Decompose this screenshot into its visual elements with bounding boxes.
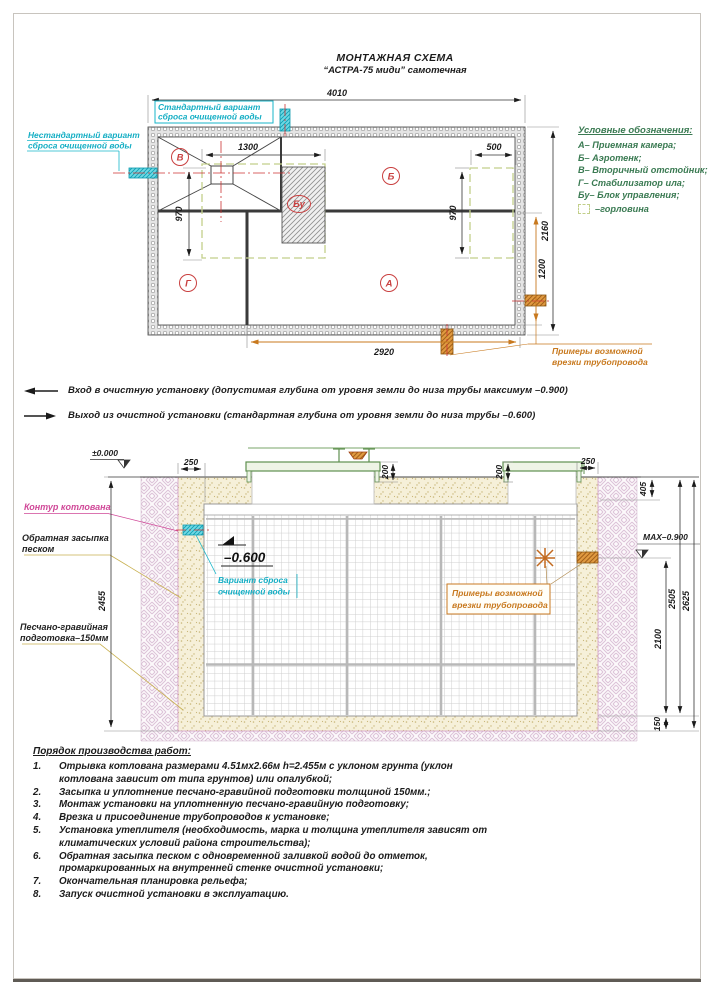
dim-neck-width: 500 xyxy=(486,142,502,152)
worklist xyxy=(33,746,533,902)
title-line1: МОНТАЖНАЯ СХЕМА xyxy=(336,52,454,64)
plan-pipe-examples-note xyxy=(450,306,652,367)
section-level-zero xyxy=(90,448,130,468)
worklist-text: Врезка и присоединение трубопроводов к установке; xyxy=(59,812,330,824)
dim-overall-height: 2160 xyxy=(540,220,550,242)
plan-pipe-examples-line2: врезки трубопровода xyxy=(552,357,648,367)
worklist-text: Монтаж установки на уплотненную песчано-гравийную подготовку; xyxy=(59,799,410,811)
dim-cover-right: 200 xyxy=(494,464,504,480)
level-max: MAX–0.900 xyxy=(643,532,688,542)
discharge-standard-line1: Стандартный вариант xyxy=(158,102,261,112)
legend-title: Условные обозначения: xyxy=(578,125,693,136)
dim-top: 405 xyxy=(638,481,648,497)
label-compartment-a: А xyxy=(385,278,393,290)
worklist-number: 6. xyxy=(33,850,42,862)
worklist-text: Установка утеплителя (необходимость, марка и толщина утеплителя зависят от климатических условий района строительства); xyxy=(59,824,488,849)
plan-hopper xyxy=(158,137,281,211)
worklist-number: 2. xyxy=(33,786,42,798)
dim-total-2: 2625 xyxy=(681,590,691,612)
plan-inner-walls xyxy=(158,137,515,325)
discharge-nonstandard-line2: сброса очищенной воды xyxy=(28,140,132,151)
worklist-item xyxy=(33,876,533,889)
worklist-text: Засыпка и уплотнение песчано-гравийной подготовки толщиной 150мм.; xyxy=(59,786,431,798)
legend-item-g: Г– Стабилизатор ила; xyxy=(578,177,685,188)
worklist-item xyxy=(33,889,533,902)
legend-neck-label: –горловина xyxy=(595,203,649,214)
outlet-note-text: Выход из очистной установки (стандартная глубина от уровня земли до низа трубы –0.600) xyxy=(68,410,536,421)
plan-pipes xyxy=(129,109,546,354)
worklist-item xyxy=(33,825,533,851)
plan-view xyxy=(27,88,652,367)
discharge-variant-line2: очищенной воды xyxy=(218,586,290,597)
section-pipe-examples-line2: врезки трубопровода xyxy=(452,600,548,610)
worklist-number: 3. xyxy=(33,799,42,811)
worklist-number: 1. xyxy=(33,761,42,772)
inlet-note xyxy=(22,385,568,396)
pit-contour-text: Контур котлована xyxy=(24,502,111,512)
worklist-item xyxy=(33,787,533,800)
discharge-variant-line1: Вариант сброса xyxy=(218,575,288,585)
worklist-item xyxy=(33,812,533,825)
dim-overall-width: 4010 xyxy=(326,88,348,98)
neck-square-icon xyxy=(578,204,590,214)
title-line2: “АСТРА-75 миди” самотечная xyxy=(323,65,467,76)
dim-bed: 150 xyxy=(652,716,662,732)
worklist-text: Обратная засыпка песком с одновременной заливкой водой до отметок, промаркированных на внутренней стенке очистной установки; xyxy=(59,850,428,875)
section-neck-left xyxy=(252,470,374,504)
dim-total-1: 2505 xyxy=(667,588,677,610)
worklist-text: Отрывка котлована размерами 4.51мх2.66м h=2.455м с уклоном грунта (уклон котлована зависит от типа грунтов) или опалубкой; xyxy=(59,761,453,785)
label-compartment-b: Б xyxy=(387,171,395,183)
discharge-nonstandard-line1: Нестандартный вариант xyxy=(28,130,140,140)
discharge-standard-line2: сброса очищенной воды xyxy=(158,111,262,122)
section-pipe-examples-line1: Примеры возможной xyxy=(452,588,543,598)
dim-left-depth: 970 xyxy=(174,206,184,222)
dim-chamber-a-height: 1200 xyxy=(537,258,547,280)
legend-item-bu: Бу– Блок управления; xyxy=(578,190,680,201)
plan-pipe-orange-right xyxy=(525,295,546,306)
worklist-item xyxy=(33,799,533,812)
worklist-number: 7. xyxy=(33,876,42,888)
outlet-arrow-icon xyxy=(22,412,58,420)
inlet-arrow-icon xyxy=(22,387,58,395)
section-vent xyxy=(333,449,375,462)
dim-hopper-width: 1300 xyxy=(237,142,259,152)
vent-funnel-icon xyxy=(349,452,367,459)
label-compartment-g: Г xyxy=(185,278,191,290)
legend-item-b: Б– Аэротенк; xyxy=(578,152,642,163)
worklist-number: 4. xyxy=(33,812,42,824)
dim-wall-right: 250 xyxy=(580,456,596,466)
plan-tank-wall xyxy=(148,127,525,335)
outlet-note xyxy=(22,410,535,421)
worklist-number: 5. xyxy=(33,824,42,836)
plan-discharge-standard-note xyxy=(155,101,273,123)
section-level-max xyxy=(636,532,700,558)
plan-pipe-examples-line1: Примеры возможной xyxy=(552,346,643,356)
section-neck-right xyxy=(508,470,576,504)
dim-body: 2100 xyxy=(653,628,663,650)
legend-neck-row xyxy=(578,203,710,216)
dim-right-depth: 970 xyxy=(448,205,458,221)
inlet-note-text: Вход в очистную установку (допустимая глубина от уровня земли до низа трубы максимум –0.900) xyxy=(68,385,568,396)
label-compartment-bu: Бу xyxy=(293,199,305,210)
backfill-line2: песком xyxy=(22,544,55,554)
dim-pit-depth: 2455 xyxy=(97,590,107,612)
dim-bottom-width: 2920 xyxy=(373,347,395,357)
worklist-title: Порядок производства работ: xyxy=(33,746,191,757)
plan-discharge-nonstandard-note xyxy=(27,130,140,171)
legend-item-a: А– Приемная камера; xyxy=(578,140,677,150)
bed-line1: Песчано-гравийная xyxy=(20,622,108,632)
section-view xyxy=(20,448,700,741)
worklist-item xyxy=(33,761,533,787)
worklist-text: Окончательная планировка рельефа; xyxy=(59,876,248,888)
legend-item-v: В– Вторичный отстойник; xyxy=(578,165,708,176)
backfill-line1: Обратная засыпка xyxy=(22,533,109,543)
dim-cover-left: 200 xyxy=(380,464,390,480)
legend xyxy=(578,125,710,216)
level-discharge: –0.600 xyxy=(224,550,266,565)
label-compartment-v: В xyxy=(176,152,184,164)
worklist-item xyxy=(33,851,533,877)
plan-centerlines xyxy=(113,104,551,358)
section-pipe-orange xyxy=(577,552,598,563)
level-zero: ±0.000 xyxy=(92,448,118,458)
dim-wall-left: 250 xyxy=(183,457,199,467)
bed-line2: подготовка–150мм xyxy=(20,633,109,643)
worklist-number: 8. xyxy=(33,888,42,900)
worklist-text: Запуск очистной установки в эксплуатацию. xyxy=(59,888,289,900)
pipe-insertion-star-icon xyxy=(535,548,555,568)
